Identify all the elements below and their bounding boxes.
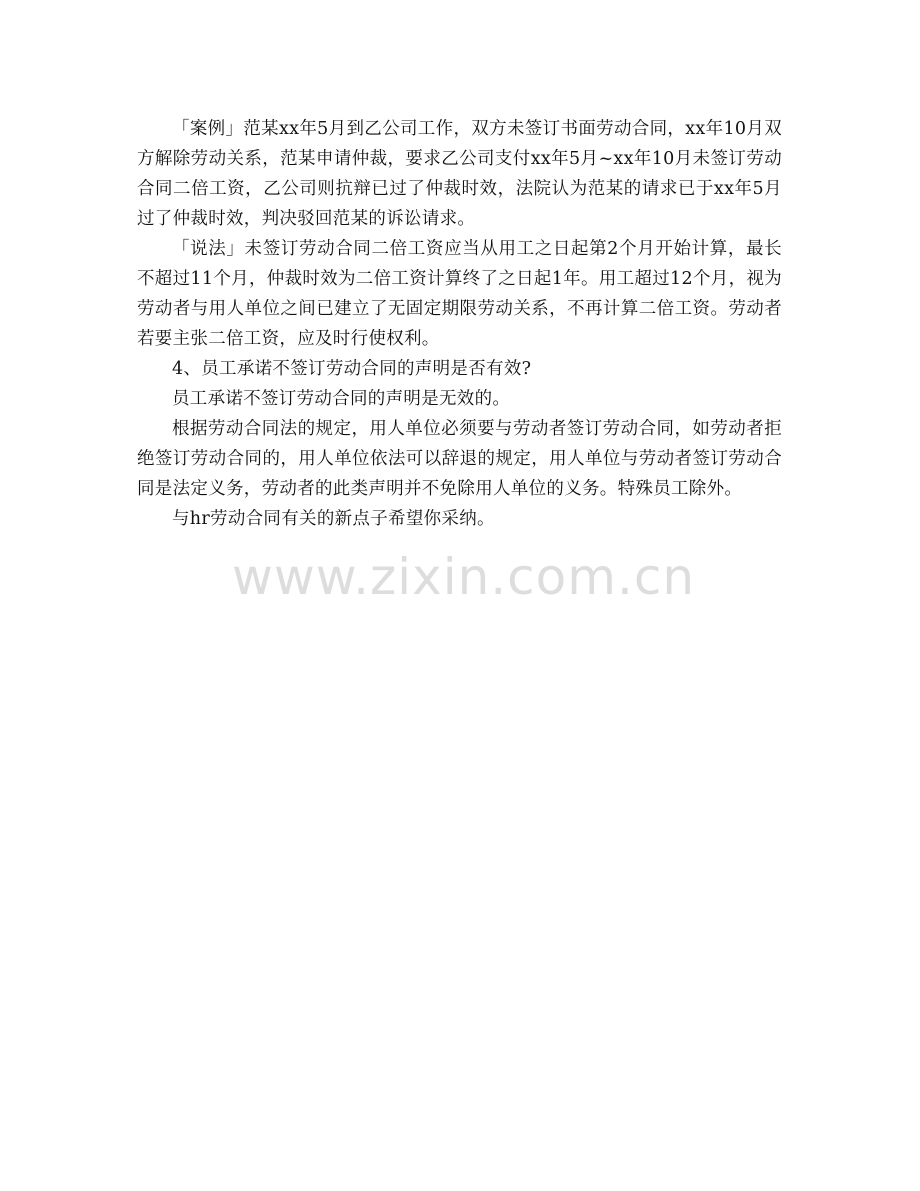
paragraph-answer: 员工承诺不签订劳动合同的声明是无效的。 [172, 389, 511, 409]
paragraph-case: 「案例」范某xx年5月到乙公司工作，双方未签订书面劳动合同，xx年10月双方解除劳动关系，范某申请仲裁，要求乙公司支付xx年5月~xx年10月未签订劳动合同二倍工资，乙公司则抗辩已过了仲裁时效，法院认为范某的请求已于xx年5月过了仲裁时效，判决驳回范某的诉讼请求。 [137, 119, 782, 229]
paragraph-explanation: 「说法」未签订劳动合同二倍工资应当从用工之日起第2个月开始计算，最长不超过11个月，仲裁时效为二倍工资计算终了之日起1年。用工超过12个月，视为劳动者与用人单位之间已建立了无固定期限劳动关系，不再计算二倍工资。劳动者若要主张二倍工资，应及时行使权利。 [137, 239, 782, 349]
watermark-text: www.zixin.com.cn [232, 548, 696, 606]
paragraph-question-heading: 4、员工承诺不签订劳动合同的声明是否有效? [172, 359, 532, 379]
paragraph-legal-basis: 根据劳动合同法的规定，用人单位必须要与劳动者签订劳动合同，如劳动者拒绝签订劳动合同的，用人单位依法可以辞退的规定，用人单位与劳动者签订劳动合同是法定义务，劳动者的此类声明并不免除用人单位的义务。特殊员工除外。 [137, 419, 782, 499]
document-body [137, 114, 782, 534]
paragraph-closing: 与hr劳动合同有关的新点子希望你采纳。 [172, 509, 495, 529]
